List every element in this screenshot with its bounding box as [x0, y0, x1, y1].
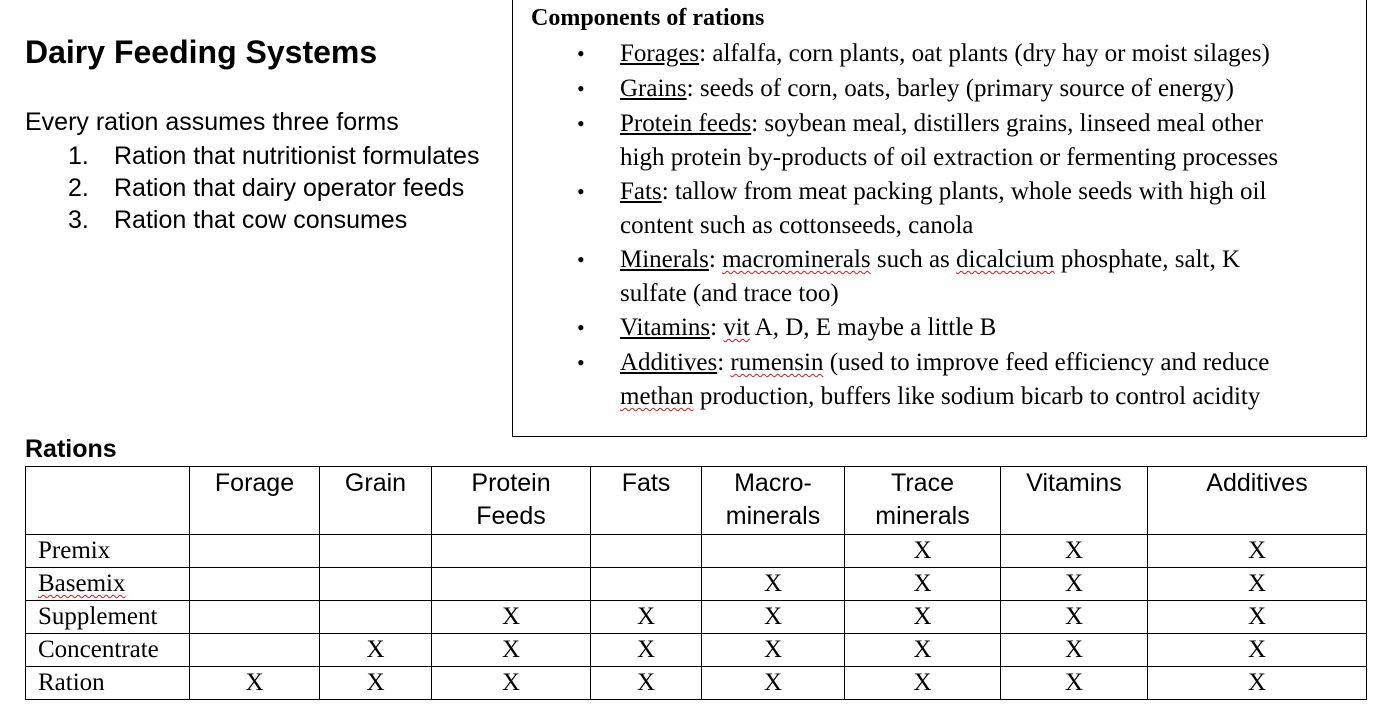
component-forages	[577, 37, 1360, 71]
column-header: Vitamins	[1001, 467, 1148, 535]
component-vitamins	[577, 311, 1360, 345]
component-minerals	[577, 243, 1360, 311]
component-desc-cont: sulfate (and trace too)	[620, 280, 839, 307]
row-label	[26, 634, 190, 667]
list-number: 3.	[68, 206, 89, 234]
bullet-icon: •	[577, 41, 585, 66]
table-cell: X	[1001, 634, 1148, 667]
table-row	[26, 568, 1367, 601]
text-fragment: production, buffers like sodium bicarb to control acidity	[693, 383, 1261, 410]
table-cell: X	[432, 667, 591, 700]
component-desc: : alfalfa, corn plants, oat plants (dry hay or moist silages)	[699, 40, 1270, 67]
spellcheck-word: macrominerals	[722, 246, 871, 273]
table-cell: X	[591, 601, 702, 634]
column-header: Additives	[1148, 467, 1367, 535]
table-header-row	[26, 467, 1367, 535]
page-title: Dairy Feeding Systems	[25, 34, 378, 70]
component-term: Vitamins	[620, 314, 711, 341]
components-box	[512, 0, 1367, 437]
list-item	[68, 140, 479, 172]
table-cell: X	[1148, 535, 1367, 568]
spellcheck-word: vit	[723, 314, 750, 341]
components-title: Components of rations	[531, 5, 765, 31]
component-fats	[577, 175, 1360, 243]
table-cell: X	[1001, 568, 1148, 601]
table-cell: X	[845, 601, 1001, 634]
table-row	[26, 634, 1367, 667]
column-header: Protein Feeds	[432, 467, 591, 535]
component-term: Fats	[620, 178, 662, 205]
column-header: Fats	[591, 467, 702, 535]
list-text: Ration that dairy operator feeds	[114, 174, 465, 202]
table-cell	[320, 568, 432, 601]
table-cell	[190, 634, 320, 667]
table-cell	[591, 535, 702, 568]
table-cell: X	[702, 634, 845, 667]
bullet-icon: •	[577, 111, 585, 136]
component-desc: : soybean meal, distillers grains, linseed meal other	[751, 110, 1263, 137]
spellcheck-word: methan	[620, 383, 694, 410]
table-cell: X	[1148, 634, 1367, 667]
table-cell: X	[1148, 568, 1367, 601]
component-term: Additives	[620, 349, 718, 376]
table-cell: X	[1001, 535, 1148, 568]
bullet-icon: •	[577, 315, 585, 340]
list-number: 2.	[68, 174, 89, 202]
row-label	[26, 667, 190, 700]
table-cell: X	[845, 634, 1001, 667]
forms-list	[68, 140, 479, 236]
text-fragment: :	[717, 349, 731, 376]
row-label	[26, 601, 190, 634]
component-term: Forages	[620, 40, 700, 67]
table-cell: X	[1148, 667, 1367, 700]
table-row	[26, 667, 1367, 700]
row-label-text: Concentrate	[38, 636, 159, 663]
bullet-icon: •	[577, 179, 585, 204]
text-fragment: A, D, E maybe a little B	[749, 314, 997, 341]
table-cell: X	[591, 667, 702, 700]
bullet-icon: •	[577, 350, 585, 375]
table-cell: X	[702, 601, 845, 634]
table-cell: X	[702, 568, 845, 601]
component-grains	[577, 72, 1360, 106]
table-cell	[432, 535, 591, 568]
component-additives	[577, 346, 1360, 414]
component-desc-cont: high protein by-products of oil extraction or fermenting processes	[620, 144, 1279, 171]
text-fragment: :	[710, 314, 724, 341]
table-corner-cell	[26, 467, 190, 535]
table-cell: X	[1001, 601, 1148, 634]
list-number: 1.	[68, 142, 89, 170]
table-cell	[190, 568, 320, 601]
list-item	[68, 204, 479, 236]
component-desc: : seeds of corn, oats, barley (primary source of energy)	[686, 75, 1234, 102]
list-text: Ration that nutritionist formulates	[114, 142, 480, 170]
row-label-text: Basemix	[38, 570, 126, 597]
table-cell: X	[845, 568, 1001, 601]
bullet-icon: •	[577, 76, 585, 101]
table-cell: X	[320, 634, 432, 667]
table-cell: X	[432, 601, 591, 634]
table-cell: X	[432, 634, 591, 667]
table-cell: X	[1001, 667, 1148, 700]
table-cell: X	[1148, 601, 1367, 634]
table-cell: X	[591, 634, 702, 667]
component-term: Protein feeds	[620, 110, 752, 137]
text-fragment: (used to improve feed efficiency and reduce	[823, 349, 1270, 376]
component-protein-feeds	[577, 107, 1360, 175]
table-cell: X	[320, 667, 432, 700]
table-cell	[591, 568, 702, 601]
table-cell: X	[845, 535, 1001, 568]
column-header: Grain	[320, 467, 432, 535]
table-row	[26, 601, 1367, 634]
component-desc-cont: content such as cottonseeds, canola	[620, 212, 974, 239]
forms-intro: Every ration assumes three forms	[25, 108, 399, 136]
row-label-text: Ration	[38, 669, 105, 696]
table-cell	[190, 601, 320, 634]
column-header: Trace minerals	[845, 467, 1001, 535]
row-label	[26, 568, 190, 601]
text-fragment: phosphate, salt, K	[1054, 246, 1241, 273]
bullet-icon: •	[577, 247, 585, 272]
column-header: Forage	[190, 467, 320, 535]
rations-title: Rations	[25, 435, 117, 463]
spellcheck-word: rumensin	[730, 349, 824, 376]
table-cell	[190, 535, 320, 568]
table-cell: X	[845, 667, 1001, 700]
list-text: Ration that cow consumes	[114, 206, 408, 234]
text-fragment: such as	[870, 246, 957, 273]
table-cell	[702, 535, 845, 568]
table-cell: X	[702, 667, 845, 700]
row-label-text: Supplement	[38, 603, 158, 630]
rations-table	[25, 466, 1367, 700]
row-label-text: Premix	[38, 537, 111, 564]
table-cell	[320, 535, 432, 568]
row-label	[26, 535, 190, 568]
table-cell	[320, 601, 432, 634]
column-header: Macro- minerals	[702, 467, 845, 535]
component-desc: : tallow from meat packing plants, whole seeds with high oil	[661, 178, 1267, 205]
component-term: Minerals	[620, 246, 709, 273]
text-fragment: :	[708, 246, 723, 273]
component-term: Grains	[620, 75, 687, 102]
table-row	[26, 535, 1367, 568]
list-item	[68, 172, 479, 204]
spellcheck-word: dicalcium	[956, 246, 1055, 273]
table-cell: X	[190, 667, 320, 700]
table-cell	[432, 568, 591, 601]
